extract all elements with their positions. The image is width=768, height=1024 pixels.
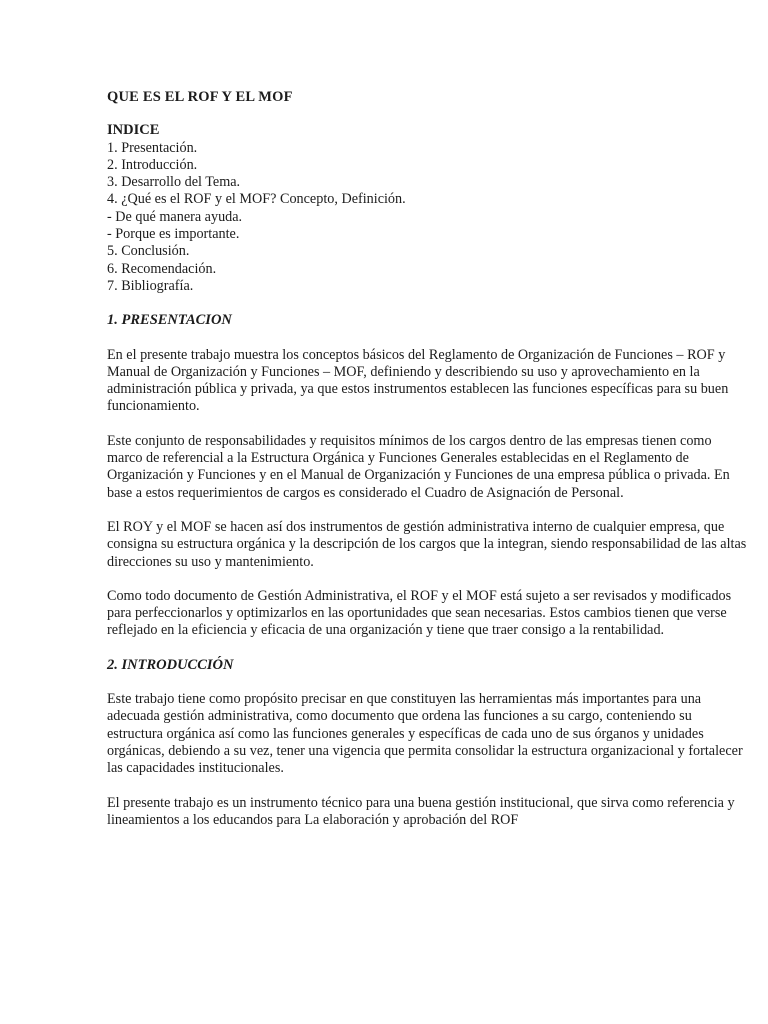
index-item: 1. Presentación.	[107, 139, 198, 156]
document-title: QUE ES EL ROF Y EL MOF	[107, 89, 293, 105]
paragraph: Este trabajo tiene como propósito precisar en que constituyen las herramientas más importantes para una adecuada gestión administrativa, como documento que ordena las funciones a su cargo, conteniendo su estructura orgánica así como las funciones generales y específicas de cada uno de sus órganos y unidades orgánicas, debiendo a su vez, tener una vigencia que permita consolidar la estructura organizacional y fortalecer las capacidades institucionales.	[107, 691, 743, 777]
paragraph: En el presente trabajo muestra los conceptos básicos del Reglamento de Organización de Funciones – ROF y Manual de Organización y Funciones – MOF, definiendo y describiendo su uso y aprovechamiento en la administración pública y privada, ya que estos instrumentos establecen las funciones específicas para su buen funcionamiento.	[107, 346, 729, 415]
index-item: 7. Bibliografía.	[107, 277, 194, 294]
paragraph: Este conjunto de responsabilidades y requisitos mínimos de los cargos dentro de las empresas tienen como marco de referencial a la Estructura Orgánica y Funciones Generales establecidas en el Reglamento de Organización y Funciones y en el Manual de Organización y Funciones de una empresa pública o privada. En base a estos requerimientos de cargos es considerado el Cuadro de Asignación de Personal.	[107, 432, 730, 501]
index-item: 4. ¿Qué es el ROF y el MOF? Concepto, Definición.	[107, 191, 406, 208]
index-item: 6. Recomendación.	[107, 260, 217, 277]
section-heading-presentacion: 1. PRESENTACION	[107, 312, 232, 329]
index-list	[107, 140, 747, 296]
index-heading: INDICE	[107, 122, 160, 139]
document-page	[107, 89, 747, 846]
index-item: - De qué manera ayuda.	[107, 208, 243, 225]
index-item: - Porque es importante.	[107, 226, 240, 243]
paragraph: Como todo documento de Gestión Administrativa, el ROF y el MOF está sujeto a ser revisados y modificados para perfeccionarlos y optimizarlos en las oportunidades que sean necesarias. Estos cambios tienen que verse reflejado en la eficiencia y eficacia de una organización y tiene que traer consigo a la rentabilidad.	[107, 587, 732, 639]
index-item: 2. Introducción.	[107, 156, 198, 173]
paragraph: El presente trabajo es un instrumento técnico para una buena gestión institucional, que sirva como referencia y lineamientos a los educandos para La elaboración y aprobación del ROF	[107, 794, 735, 828]
paragraph: El ROY y el MOF se hacen así dos instrumentos de gestión administrativa interno de cualquier empresa, que consigna su estructura orgánica y la descripción de los cargos que la integran, siendo responsabilidad de las altas direcciones su uso y mantenimiento.	[107, 518, 747, 570]
index-item: 5. Conclusión.	[107, 243, 190, 260]
section-heading-introduccion: 2. INTRODUCCIÓN	[107, 656, 234, 673]
index-item: 3. Desarrollo del Tema.	[107, 174, 241, 191]
